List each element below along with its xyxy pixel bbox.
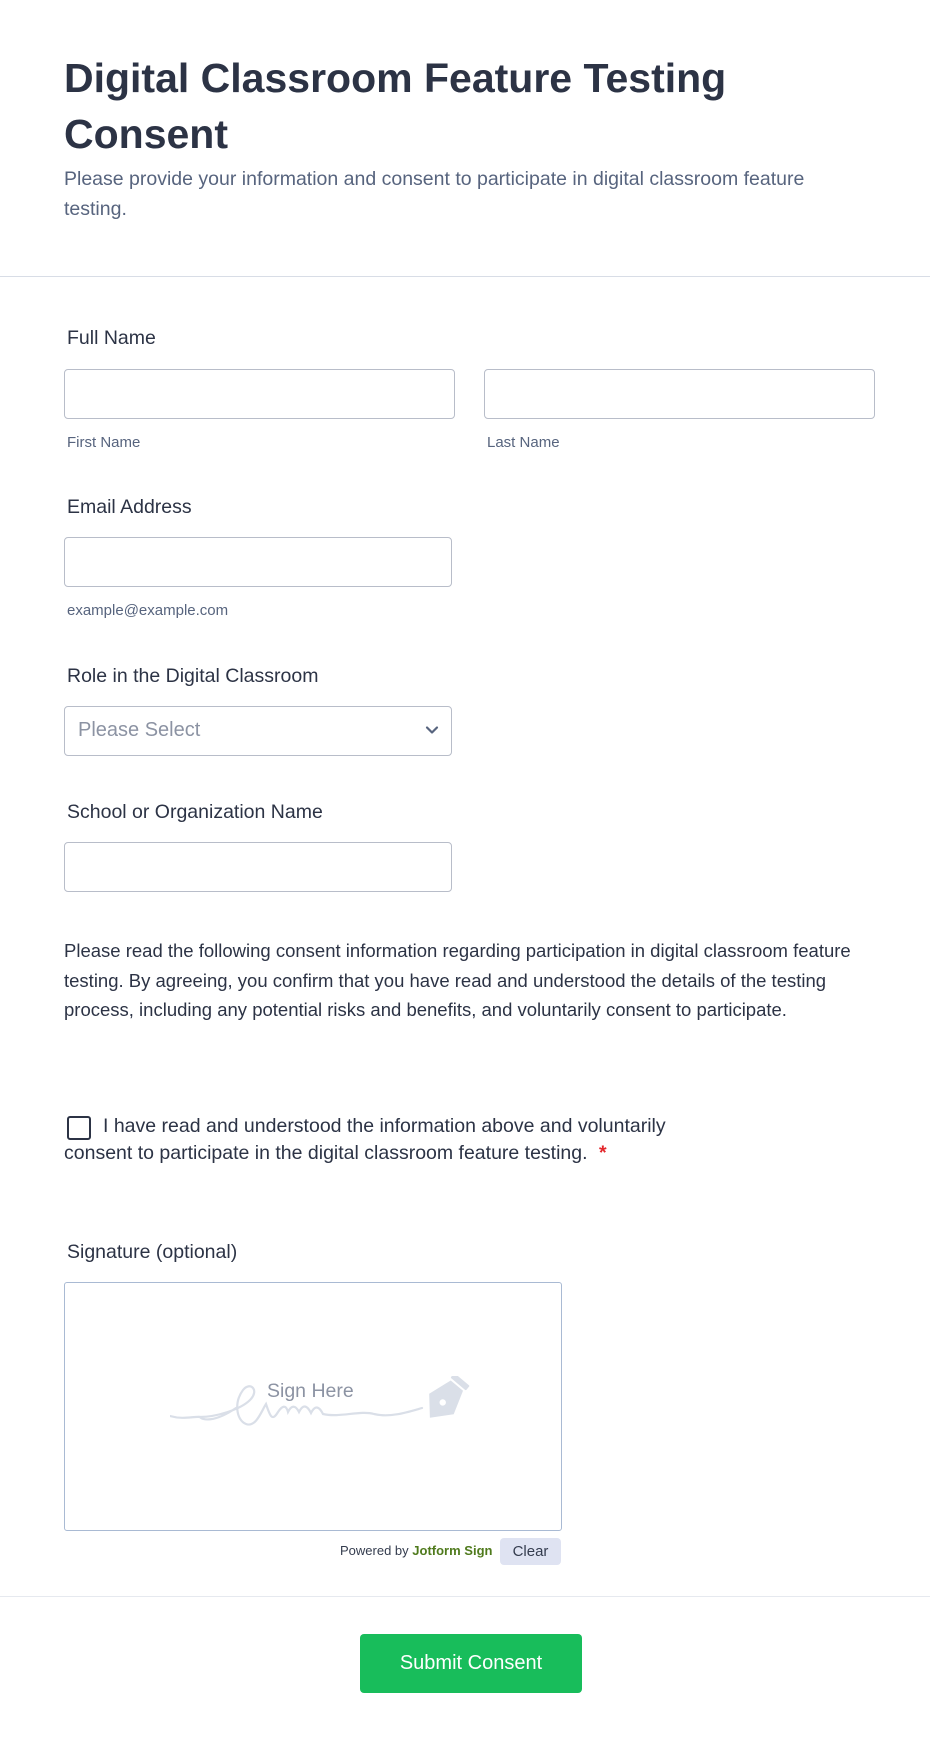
form-header [0,0,930,277]
consent-text-line-2-label: consent to participate in the digital classroom feature testing. [64,1142,588,1164]
last-name-sublabel: Last Name [487,434,560,451]
consent-text-line-1[interactable]: I have read and understood the information above and voluntarily [103,1115,666,1137]
submit-consent-button[interactable]: Submit Consent [360,1634,582,1693]
school-label: School or Organization Name [67,801,323,823]
powered-by-prefix: Powered by [340,1543,409,1558]
sign-here-placeholder: Sign Here [267,1380,354,1402]
footer-divider [0,1596,930,1597]
last-name-input[interactable] [484,369,875,419]
signature-pad[interactable] [64,1282,562,1531]
clear-signature-button[interactable]: Clear [500,1538,561,1565]
jotform-sign-brand[interactable]: Jotform Sign [412,1543,493,1558]
consent-info-text: Please read the following consent information regarding participation in digital classroom feature testing. By agreeing, you confirm that you have read and understood the details of the testing process, including any potential risks and benefits, and voluntarily consent to participate. [64,940,851,1020]
powered-by [340,1543,492,1558]
form-title: Digital Classroom Feature Testing Consent [64,55,727,157]
role-select-value: Please Select [78,719,201,741]
first-name-sublabel: First Name [67,434,141,451]
email-input[interactable] [64,537,452,587]
form-subtitle: Please provide your information and consent to participate in digital classroom feature testing. [64,168,805,220]
required-asterisk: * [598,1142,607,1164]
pen-nib-icon [418,1376,475,1428]
email-label: Email Address [67,496,192,518]
role-label: Role in the Digital Classroom [67,665,319,687]
chevron-down-icon [423,721,441,739]
role-select[interactable] [64,706,452,756]
first-name-input[interactable] [64,369,455,419]
signature-label: Signature (optional) [67,1241,238,1263]
full-name-label: Full Name [67,327,156,349]
school-input[interactable] [64,842,452,892]
email-sublabel: example@example.com [67,602,229,619]
consent-text-line-2[interactable] [64,1142,607,1165]
consent-checkbox[interactable] [67,1116,91,1140]
